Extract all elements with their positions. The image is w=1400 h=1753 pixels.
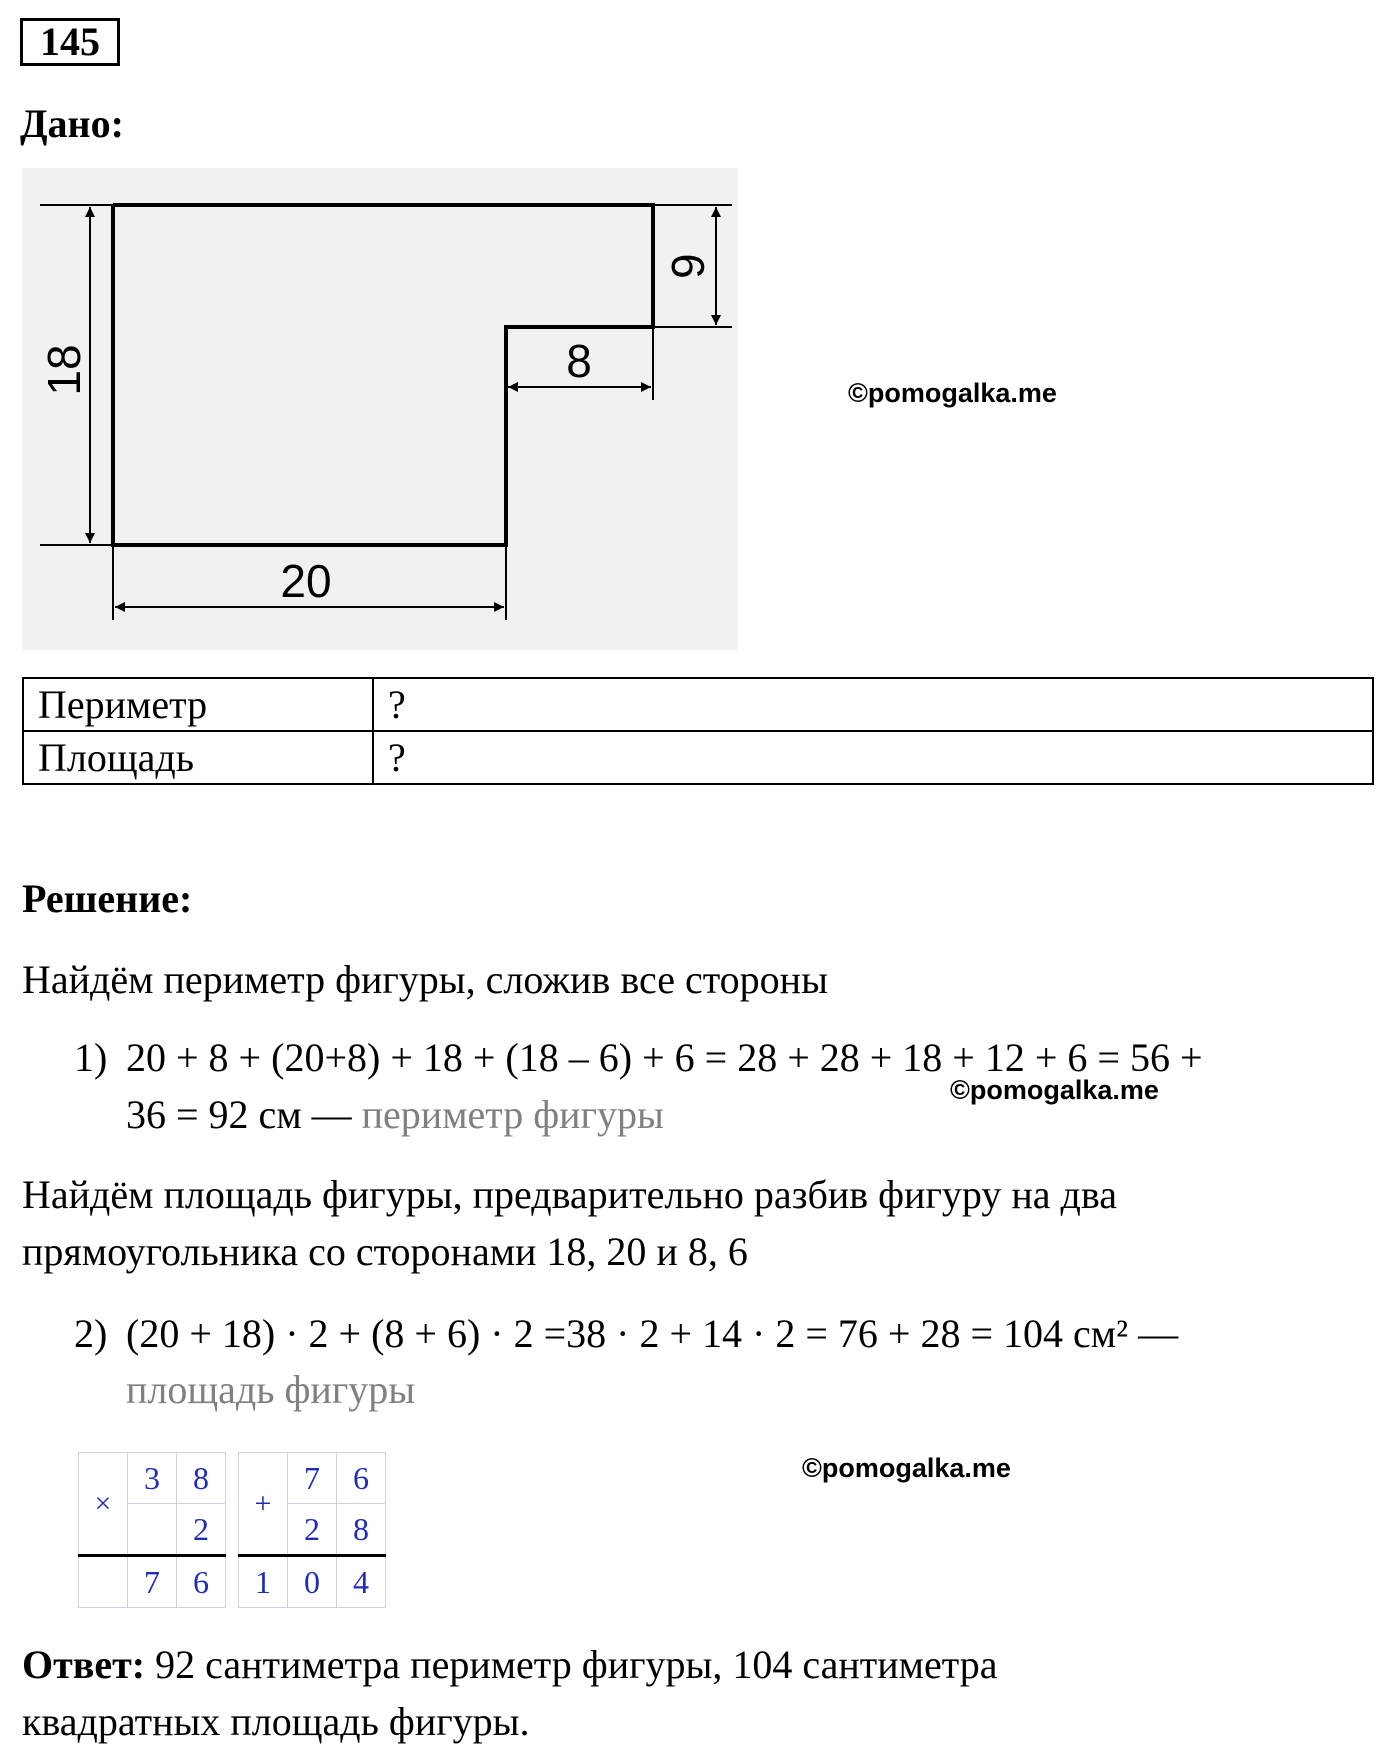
calc-digit: [79, 1556, 128, 1608]
calc-digit: 7: [288, 1453, 337, 1504]
solution-heading: Решение:: [22, 876, 193, 921]
table-row: [23, 678, 1373, 731]
watermark: ©pomogalka.me: [950, 1075, 1159, 1105]
column-multiplication: [78, 1452, 226, 1608]
column-addition: [238, 1452, 386, 1608]
step2-number: 2): [74, 1311, 108, 1356]
area-intro-line2: прямоугольника со сторонами 18, 20 и 8, 6: [22, 1229, 748, 1274]
l-shape-figure: [0, 0, 760, 660]
problem-number: 145: [20, 18, 120, 66]
answer-label: Ответ:: [22, 1642, 146, 1687]
plus-sign: +: [239, 1453, 288, 1556]
table-row: [23, 731, 1373, 784]
table-cell-value: ?: [373, 731, 1373, 784]
calc-digit: 4: [337, 1556, 386, 1608]
answer-text: 92 сантиметра периметр фигуры, 104 сантиметра: [145, 1642, 998, 1687]
table-cell-label: Периметр: [23, 678, 373, 731]
table-cell-label: Площадь: [23, 731, 373, 784]
step1-number: 1): [74, 1035, 108, 1080]
label-right: 6: [662, 253, 714, 279]
answer-line1: [22, 1637, 997, 1693]
calc-digit: 8: [337, 1504, 386, 1556]
calc-digit: [128, 1504, 177, 1556]
calc-digit: 6: [337, 1453, 386, 1504]
watermark: ©pomogalka.me: [848, 378, 1057, 408]
multiply-sign: ×: [79, 1453, 128, 1556]
calc-digit: 0: [288, 1556, 337, 1608]
table-cell-value: ?: [373, 678, 1373, 731]
step1-line1: 20 + 8 + (20+8) + 18 + (18 – 6) + 6 = 28 + 28 + 18 + 12 + 6 = 56 +: [126, 1035, 1203, 1080]
label-step: 8: [566, 335, 592, 387]
calc-digit: 2: [288, 1504, 337, 1556]
label-left: 18: [38, 344, 90, 396]
watermark: ©pomogalka.me: [802, 1453, 1011, 1483]
calc-digit: 8: [177, 1453, 226, 1504]
calc-digit: 2: [177, 1504, 226, 1556]
step2-line1: (20 + 18) · 2 + (8 + 6) · 2 =38 · 2 + 14 · 2 = 76 + 28 = 104 см² —: [126, 1311, 1179, 1356]
calc-digit: 1: [239, 1556, 288, 1608]
calc-digit: 3: [128, 1453, 177, 1504]
area-intro-line1: Найдём площадь фигуры, предварительно разбив фигуру на два: [22, 1172, 1117, 1217]
step1-description: периметр фигуры: [361, 1092, 664, 1137]
label-bottom: 20: [280, 555, 332, 607]
step2-description: площадь фигуры: [126, 1367, 416, 1412]
perimeter-intro: Найдём периметр фигуры, сложив все стороны: [22, 957, 828, 1002]
answer-line2: квадратных площадь фигуры.: [22, 1699, 530, 1744]
given-table: [22, 677, 1374, 785]
step1-expression: 36 = 92 см —: [126, 1092, 362, 1137]
given-heading: Дано:: [20, 101, 124, 146]
calc-digit: 7: [128, 1556, 177, 1608]
step1-line2: [126, 1087, 664, 1143]
calc-digit: 6: [177, 1556, 226, 1608]
